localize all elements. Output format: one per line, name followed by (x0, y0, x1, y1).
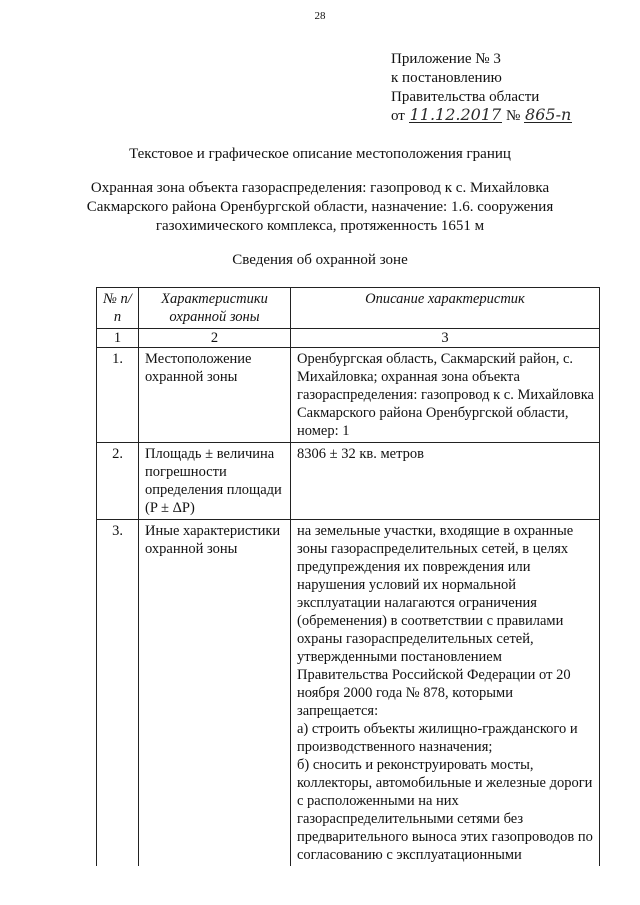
row-description-item-b: б) сносить и реконструировать мосты, коллекторы, автомобильные и железные дороги с расположенными на них газораспределительными сетями без предварительного выноса этих газопроводов по согласованию с эксплуатационными (297, 757, 593, 863)
index-cell: 3 (291, 329, 600, 348)
table-header-row (97, 288, 600, 329)
header-number: № п/п (97, 288, 139, 329)
row-number: 1. (97, 348, 139, 443)
date-prefix: от (391, 108, 405, 124)
document-heading: Текстовое и графическое описание местоположения границ (129, 146, 511, 162)
header-characteristics: Характеристики охранной зоны (139, 288, 291, 329)
row-characteristic: Иные характеристики охранной зоны (139, 520, 291, 867)
row-description (291, 520, 600, 867)
appendix-line-1: Приложение № 3 (391, 51, 501, 67)
header-description: Описание характеристик (291, 288, 600, 329)
row-characteristic: Местоположение охранной зоны (139, 348, 291, 443)
appendix-block (391, 50, 572, 126)
appendix-line-2: к постановлению (391, 70, 502, 86)
table-row (97, 443, 600, 520)
table-row (97, 520, 600, 867)
zone-info-heading: Сведения об охранной зоне (232, 252, 408, 268)
index-cell: 2 (139, 329, 291, 348)
table-index-row (97, 329, 600, 348)
row-description: Оренбургская область, Сакмарский район, с. Михайловка; охранная зона объекта газораспределения: газопровод к с. Михайловка Сакмарского района Оренбургской области, номер: 1 (291, 348, 600, 443)
row-description-item-a: а) строить объекты жилищно-гражданского и производственного назначения; (297, 721, 578, 755)
index-cell: 1 (97, 329, 139, 348)
handwritten-number: 865-п (525, 105, 572, 124)
object-description: Охранная зона объекта газораспределения: газопровод к с. Михайловка Сакмарского района Оренбургской области, назначение: 1.6. сооружения газохимического комплекса, протяженность 1651 м (86, 180, 554, 234)
row-characteristic: Площадь ± величина погрешности определения площади (P ± ΔP) (139, 443, 291, 520)
zone-info-table (96, 287, 600, 866)
row-number: 3. (97, 520, 139, 867)
row-number: 2. (97, 443, 139, 520)
handwritten-date: 11.12.2017 (409, 105, 502, 124)
row-description-text: на земельные участки, входящие в охранные зоны газораспределительных сетей, в целях предупреждения их повреждения или нарушения условий их нормальной эксплуатации налагаются ограничения (обременения) в соответствии с правилами охраны газораспределительных сетей, утвержденными постановлением Правительства Российской Федерации от 20 ноября 2000 года № 878, которыми запрещается: (297, 523, 574, 719)
row-description: 8306 ± 32 кв. метров (291, 443, 600, 520)
appendix-line-3: Правительства области (391, 89, 540, 105)
table-row (97, 348, 600, 443)
page-number: 28 (314, 10, 326, 22)
number-sign: № (505, 108, 521, 124)
appendix-date-line (391, 107, 572, 126)
